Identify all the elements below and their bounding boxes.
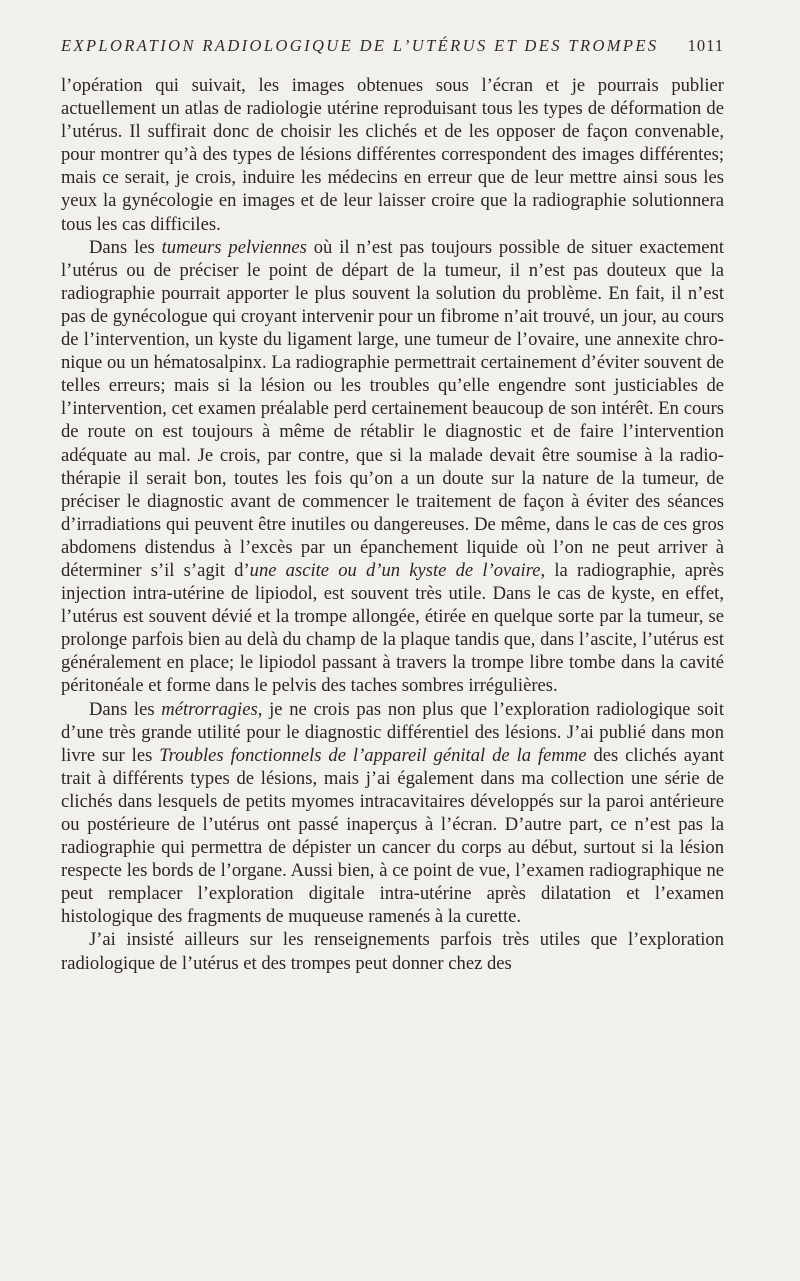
text-run: Dans les (89, 236, 162, 258)
text-run: J’ai insisté ailleurs sur les renseignements parfois très utiles que l’exploration radiologique de l’utérus et des trompes peut donner chez des (61, 929, 724, 974)
text-run: , la radiographie, après injection intra-utérine de lipiodol, est souvent très utile. Dans le cas de kyste, en effet, l’utérus est souvent dévié et la trompe allongée, étirée en quelque sorte par la tumeur, se prolonge parfois bien au delà du champ de la plaque tandis que, dans l’ascite, l’utérus est généralement en place; le lipiodol passant à travers la trompe libre tombe dans la cavité péritonéale et forme dans le pelvis des taches sombres irrégulières. (61, 559, 724, 697)
running-head (61, 36, 724, 60)
italic-phrase: Troubles fonctionnels de l’appareil génital de la femme (159, 744, 587, 766)
italic-phrase: tumeurs pelviennes (161, 236, 307, 258)
italic-phrase: une ascite ou d’un kyste de l’ovaire (249, 559, 541, 581)
text-run: Dans les (89, 698, 162, 720)
italic-phrase: métrorragies (161, 698, 258, 720)
text-run: , je ne crois pas non plus que l’exploration radiologique soit d’une très grande utilité pour le diagnostic différentiel des lésions. J’ai publié dans mon livre sur les (61, 698, 724, 766)
paragraph-3 (61, 698, 724, 929)
paragraph-4 (61, 928, 724, 974)
paragraph-2 (61, 236, 724, 698)
text-run: l’opération qui suivait, les images obtenues sous l’écran et je pourrais publier actuellement un atlas de radiologie utérine reproduisant tous les types de déformation de l’utérus. Il suffirait donc de choisir les clichés et de les opposer de façon convenable, pour montrer qu’à des types de lésions différentes correspondent des images différentes; mais ce serait, je crois, induire les médecins en erreur que de leur mettre ainsi sous les yeux la gynécologie en images et de leur laisser croire que la radiographie solutionnera tous les cas difficiles. (61, 75, 724, 235)
page-number: 1011 (687, 36, 724, 55)
paragraph-1 (61, 74, 724, 236)
body-text (61, 74, 724, 975)
text-run: où il n’est pas toujours possible de situer exactement l’utérus ou de préciser le point de départ de la tumeur, il n’est pas douteux que la radiographie pourrait apporter le plus souvent la solution du problème. En fait, il n’est pas de gynécologue qui croyant intervenir pour un fibrome n’ait trouvé, un jour, au cours de l’intervention, un kyste du ligament large, une tumeur de l’ovaire, une annexite chronique ou un hématosalpinx. La radiographie permettrait certainement d’éviter souvent de telles erreurs; mais si la lésion ou les troubles qu’elle engendre sont justiciables de l’intervention, cet examen préalable perd certainement beaucoup de son intérêt. En cours de route on est toujours à même de rétablir le diagnostic et de faire l’intervention adéquate au mal. Je crois, par contre, que si la malade devait être soumise à la radiothérapie il serait bon, toutes les fois qu’on a un doute sur la nature de la tumeur, de préciser le diagnostic avant de commencer le traitement de façon à éviter des séances d’irradiations qui peuvent être inutiles ou dangereuses. De même, dans le cas de ces gros abdomens distendus à l’excès par un épanchement liquide où l’on ne peut arriver à déterminer s’il s’agit d’ (61, 236, 725, 581)
running-title: EXPLORATION RADIOLOGIQUE DE L’UTÉRUS ET DES TROMPES (61, 36, 659, 55)
text-run: des clichés ayant trait à différents types de lésions, mais j’ai également dans ma collection une série de clichés dans lesquels de petits myomes intracavitaires développés sur la paroi antérieure ou postérieure de l’utérus ont passé inaperçus à l’écran. D’autre part, ce n’est pas la radiographie qui permettra de dépister un cancer du corps au début, surtout si la lésion respecte les bords de l’organe. Aussi bien, à ce point de vue, l’examen radiographique ne peut remplacer l’exploration digitale intra-utérine après dilatation et l’examen histologique des fragments de muqueuse ramenés à la curette. (61, 744, 724, 928)
